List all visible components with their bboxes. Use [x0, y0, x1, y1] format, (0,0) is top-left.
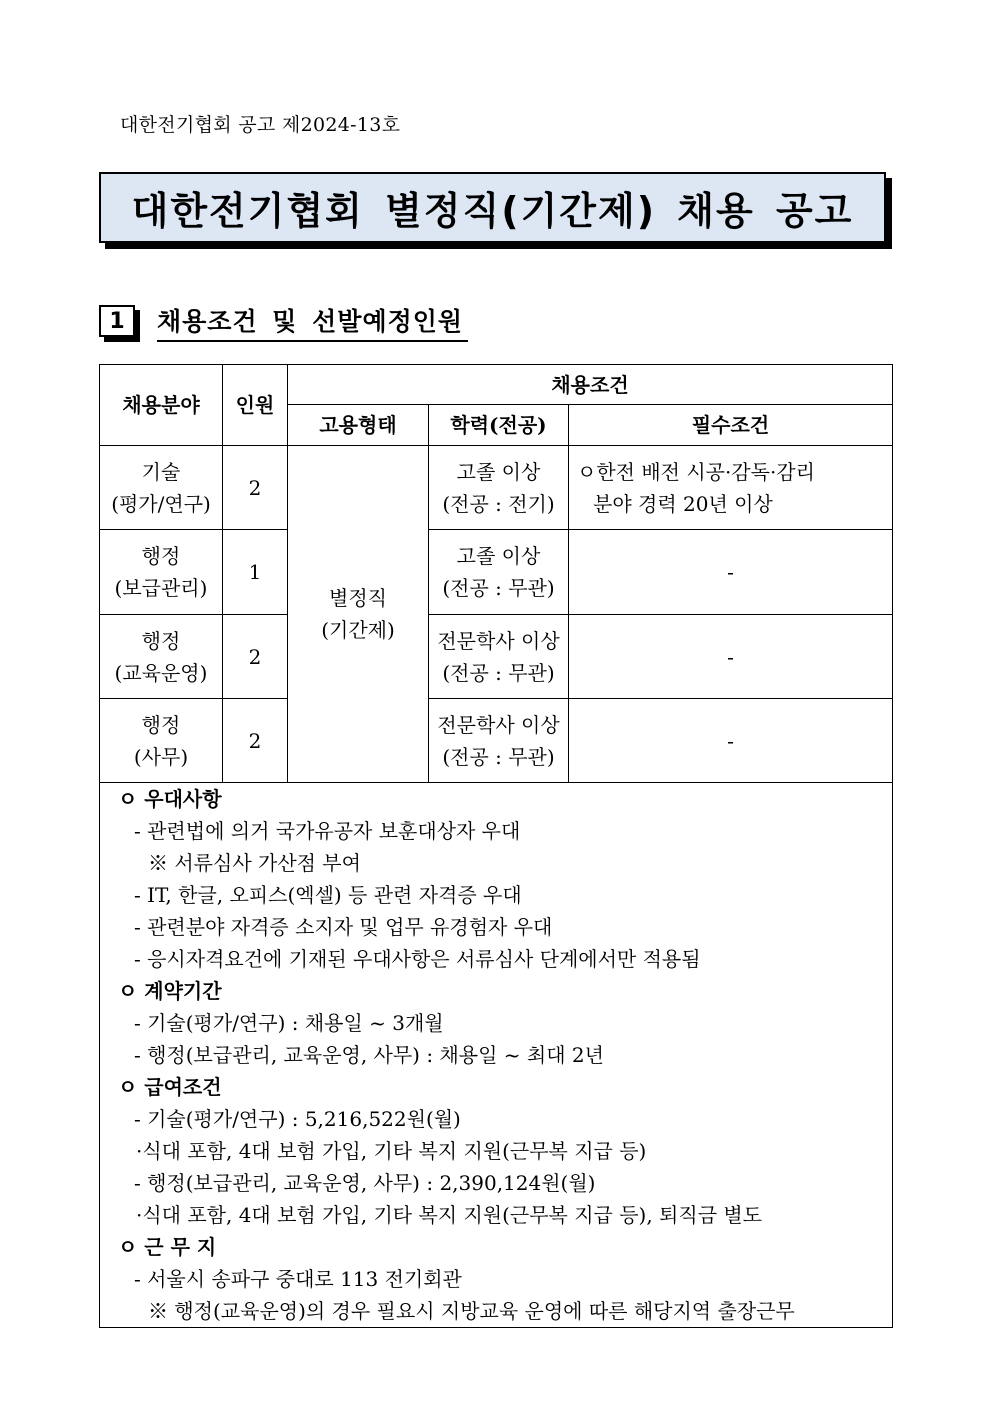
- education-level: 전문학사 이상: [437, 712, 560, 737]
- education-cell: [429, 446, 569, 530]
- employment-type-detail: (기간제): [321, 618, 395, 642]
- list-item: ·식대 포함, 4대 보험 가입, 기타 복지 지원(근무복 지급 등), 퇴직금 별도: [136, 1203, 763, 1227]
- education-level: 전문학사 이상: [437, 628, 560, 653]
- field-name: 행정: [141, 712, 181, 737]
- list-item: - 서울시 송파구 중대로 113 전기회관: [134, 1267, 462, 1291]
- education-major: (전공 : 무관): [442, 660, 555, 685]
- notice-number: 대한전기협회 공고 제2024-13호: [120, 114, 401, 136]
- required-cell: -: [569, 530, 893, 615]
- field-name: 기술: [141, 459, 181, 484]
- salary-heading: ㅇ 급여조건: [118, 1075, 222, 1099]
- table-row: [100, 699, 893, 783]
- list-item: - 기술(평가/연구) : 채용일 ~ 3개월: [134, 1011, 444, 1035]
- education-level: 고졸 이상: [456, 459, 541, 484]
- list-item: ·식대 포함, 4대 보험 가입, 기타 복지 지원(근무복 지급 등): [136, 1139, 647, 1163]
- education-cell: [429, 699, 569, 783]
- list-item: - 기술(평가/연구) : 5,216,522원(월): [134, 1107, 461, 1131]
- count-cell: 1: [223, 530, 288, 615]
- workplace-heading: ㅇ 근 무 지: [118, 1235, 217, 1259]
- section-title: 채용조건 및 선발예정인원: [157, 304, 468, 342]
- field-cell: [100, 699, 223, 783]
- contract-heading: ㅇ 계약기간: [118, 979, 222, 1003]
- count-cell: 2: [223, 446, 288, 530]
- header-required: 필수조건: [569, 405, 893, 446]
- header-employment-type: 고용형태: [288, 405, 429, 446]
- education-level: 고졸 이상: [456, 544, 541, 568]
- info-cell: [100, 783, 893, 1328]
- education-cell: [429, 530, 569, 615]
- list-item: ※ 행정(교육운영)의 경우 필요시 지방교육 운영에 따른 해당지역 출장근무: [148, 1299, 795, 1323]
- recruitment-table: [99, 364, 893, 1328]
- table-row: [100, 446, 893, 530]
- list-item: - 관련법에 의거 국가유공자 보훈대상자 우대: [134, 819, 521, 843]
- list-item: - 관련분야 자격증 소지자 및 업무 유경험자 우대: [134, 915, 553, 939]
- field-detail: (사무): [133, 744, 189, 769]
- header-conditions: 채용조건: [288, 365, 893, 405]
- table-row: [100, 530, 893, 615]
- field-detail: (보급관리): [114, 576, 208, 600]
- field-cell: [100, 615, 223, 699]
- field-detail: (평가/연구): [111, 491, 211, 516]
- list-item: - IT, 한글, 오피스(엑셀) 등 관련 자격증 우대: [134, 883, 522, 907]
- required-cell: -: [569, 615, 893, 699]
- list-item: ※ 서류심사 가산점 부여: [148, 851, 361, 875]
- required-cell: [569, 446, 893, 530]
- list-item: - 행정(보급관리, 교육운영, 사무) : 2,390,124원(월): [134, 1171, 596, 1195]
- required-line: 분야 경력 20년 이상: [593, 491, 773, 516]
- preference-heading: ㅇ 우대사항: [118, 787, 222, 811]
- header-education: 학력(전공): [429, 405, 569, 446]
- header-count: 인원: [223, 365, 288, 446]
- education-major: (전공 : 무관): [442, 576, 555, 600]
- field-cell: [100, 530, 223, 615]
- field-detail: (교육운영): [114, 660, 208, 685]
- count-cell: 2: [223, 699, 288, 783]
- required-cell: -: [569, 699, 893, 783]
- field-name: 행정: [141, 544, 181, 568]
- table-row: [100, 615, 893, 699]
- field-name: 행정: [141, 628, 181, 653]
- education-major: (전공 : 무관): [442, 744, 555, 769]
- title-box: [99, 172, 886, 243]
- employment-type: 별정직: [329, 586, 387, 610]
- education-cell: [429, 615, 569, 699]
- section-number: 1: [99, 305, 135, 337]
- list-item: - 응시자격요건에 기재된 우대사항은 서류심사 단계에서만 적용됨: [134, 947, 701, 971]
- list-item: - 행정(보급관리, 교육운영, 사무) : 채용일 ~ 최대 2년: [134, 1043, 604, 1067]
- employment-type-cell: [288, 446, 429, 783]
- education-major: (전공 : 전기): [442, 491, 555, 516]
- required-line: ㅇ한전 배전 시공·감독·감리: [577, 459, 815, 484]
- header-field: 채용분야: [100, 365, 223, 446]
- info-row: [100, 783, 893, 1328]
- count-cell: 2: [223, 615, 288, 699]
- field-cell: [100, 446, 223, 530]
- page-title: 대한전기협회 별정직(기간제) 채용 공고: [131, 189, 854, 233]
